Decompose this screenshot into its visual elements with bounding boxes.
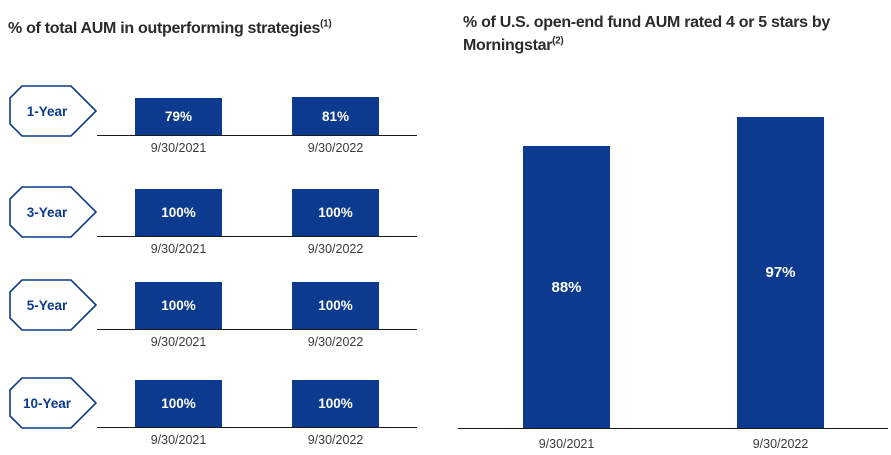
bar-value-label: 88% <box>551 278 582 296</box>
bar-value-label: 100% <box>318 205 353 220</box>
period-label: 5-Year <box>26 297 68 313</box>
x-axis-label: 9/30/2022 <box>307 141 364 155</box>
bar-value-label: 97% <box>765 264 796 281</box>
bar-value-label: 81% <box>321 108 350 124</box>
period-label: 10-Year <box>22 395 72 411</box>
x-axis-label: 9/30/2021 <box>150 141 207 155</box>
x-axis-label: 9/30/2021 <box>538 437 595 451</box>
x-axis-label: 9/30/2022 <box>307 335 364 349</box>
bar <box>523 146 610 428</box>
x-axis-label: 9/30/2022 <box>307 242 364 256</box>
bar-value-label: 100% <box>161 396 196 411</box>
x-axis-label: 9/30/2022 <box>752 437 809 451</box>
x-axis-label: 9/30/2021 <box>150 433 207 447</box>
bar-value-label: 100% <box>161 205 196 220</box>
x-axis-label: 9/30/2022 <box>307 433 364 447</box>
x-axis-label: 9/30/2021 <box>150 335 207 349</box>
bar-value-label: 79% <box>164 109 193 124</box>
right-chart-title-text: % of U.S. open-end fund AUM rated 4 or 5 stars by Morningstar <box>463 14 830 54</box>
bar-value-label: 100% <box>318 396 353 411</box>
period-label: 1-Year <box>26 103 68 119</box>
left-chart-title-text: % of total AUM in outperforming strategies <box>8 20 321 37</box>
bar-value-label: 100% <box>161 298 196 313</box>
footnote-marker-2: (2) <box>552 35 564 47</box>
period-label: 3-Year <box>26 204 68 220</box>
x-axis-label: 9/30/2021 <box>150 242 207 256</box>
bar <box>737 117 824 428</box>
footnote-marker-1: (1) <box>320 18 332 30</box>
baseline-axis <box>458 428 888 429</box>
bar-value-label: 100% <box>318 298 353 313</box>
